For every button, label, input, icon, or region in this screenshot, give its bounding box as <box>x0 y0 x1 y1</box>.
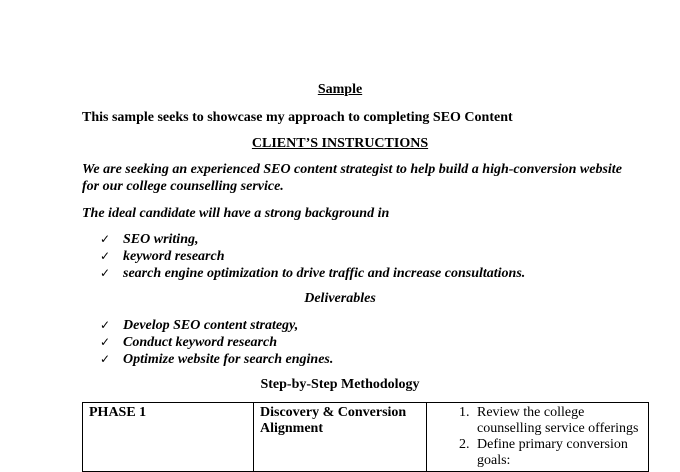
checkmark-icon: ✓ <box>100 249 111 263</box>
deliverables-list-item: ✓ Conduct keyword research <box>100 335 277 350</box>
checkmark-icon: ✓ <box>100 232 111 246</box>
document-title: Sample <box>317 82 363 97</box>
background-list-item: ✓ keyword research <box>100 249 225 264</box>
deliverables-list-item: ✓ Develop SEO content strategy, <box>100 318 299 333</box>
deliverables-heading: Deliverables <box>304 291 376 306</box>
background-list-item: ✓ search engine optimization to drive traffic and increase consultations. <box>100 266 526 281</box>
background-line: The ideal candidate will have a strong background in <box>82 206 390 221</box>
client-paragraph: We are seeking an experienced SEO content strategist to help build a high-conversion website for our college counselling service. <box>82 162 622 194</box>
checkmark-icon: ✓ <box>100 318 111 332</box>
steps-cell <box>427 403 649 472</box>
methodology-table <box>82 402 649 472</box>
checkmark-icon: ✓ <box>100 266 111 280</box>
step-item: 1. Review the college counselling service offerings <box>473 405 642 437</box>
deliverables-list-item: ✓ Optimize website for search engines. <box>100 352 334 367</box>
checkmark-icon: ✓ <box>100 335 111 349</box>
intro-line: This sample seeks to showcase my approach to completing SEO Content <box>82 110 513 125</box>
step-item: 2. Define primary conversion goals: <box>473 437 642 469</box>
stage-cell: Discovery & Conversion Alignment <box>254 403 427 472</box>
methodology-heading: Step-by-Step Methodology <box>260 377 420 392</box>
checkmark-icon: ✓ <box>100 352 111 366</box>
phase-cell: PHASE 1 <box>83 403 254 472</box>
steps-list <box>429 405 642 469</box>
table-row <box>83 403 649 472</box>
background-list <box>100 231 525 282</box>
deliverables-list <box>100 317 333 368</box>
background-list-item: ✓ SEO writing, <box>100 232 199 247</box>
client-instructions-heading: CLIENT’S INSTRUCTIONS <box>251 136 429 151</box>
